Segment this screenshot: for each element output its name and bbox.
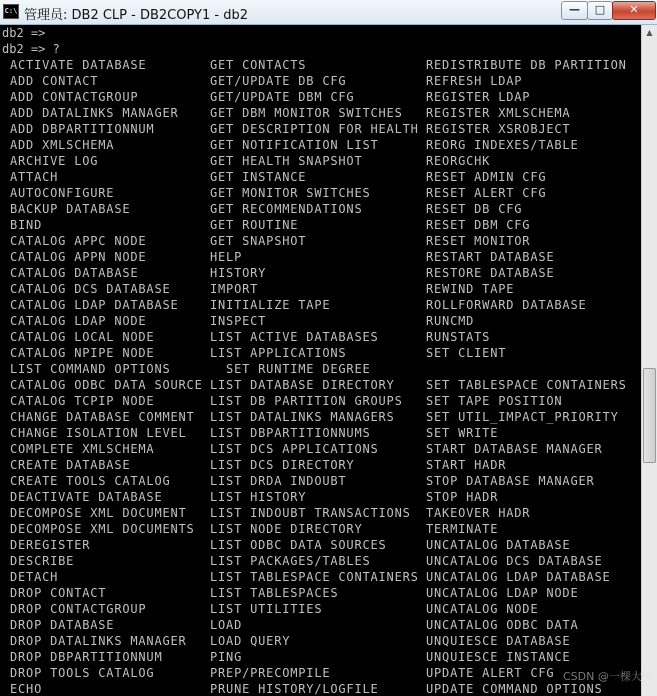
- command-name: UNCATALOG ODBC DATA: [426, 618, 579, 632]
- command-name: STOP DATABASE MANAGER: [426, 474, 595, 488]
- command-name: GET HEALTH SNAPSHOT: [210, 154, 363, 168]
- command-name: LIST APPLICATIONS: [210, 346, 347, 360]
- command-name: GET CONTACTS: [210, 58, 307, 72]
- command-row: [0, 409, 641, 425]
- command-name: LIST DCS APPLICATIONS: [210, 442, 379, 456]
- command-row: [0, 473, 641, 489]
- command-name: LIST ODBC DATA SOURCES: [210, 538, 387, 552]
- command-row: [0, 665, 641, 681]
- command-name: PING: [210, 650, 243, 664]
- command-name: RUNSTATS: [426, 330, 491, 344]
- command-name: UNCATALOG DATABASE: [426, 538, 571, 552]
- command-name: RUNCMD: [426, 314, 475, 328]
- command-name: CATALOG DATABASE: [10, 266, 139, 280]
- command-name: TERMINATE: [426, 522, 499, 536]
- command-name: CATALOG LDAP DATABASE: [10, 298, 179, 312]
- command-name: CATALOG APPC NODE: [10, 234, 147, 248]
- watermark: CSDN @一棵大树: [563, 670, 653, 683]
- command-name: ARCHIVE LOG: [10, 154, 99, 168]
- command-row: [0, 537, 641, 553]
- command-name: START HADR: [426, 458, 507, 472]
- command-name: UNCATALOG LDAP DATABASE: [426, 570, 611, 584]
- command-name: GET INSTANCE: [210, 170, 307, 184]
- command-name: INSPECT: [210, 314, 267, 328]
- command-name: LIST DCS DIRECTORY: [210, 458, 355, 472]
- prompt-line: db2 =>: [2, 26, 46, 40]
- command-name: RESET DBM CFG: [426, 218, 531, 232]
- command-row: [0, 153, 641, 169]
- prompt-line: db2 => ?: [2, 42, 60, 56]
- command-row: [0, 89, 641, 105]
- command-row: [0, 201, 641, 217]
- command-name: LIST INDOUBT TRANSACTIONS: [210, 506, 411, 520]
- command-name: GET ROUTINE: [210, 218, 299, 232]
- command-name: DROP DATALINKS MANAGER: [10, 634, 187, 648]
- command-name: RESET MONITOR: [426, 234, 531, 248]
- command-name: ADD DBPARTITIONNUM: [10, 122, 155, 136]
- command-name: CATALOG LDAP NODE: [10, 314, 147, 328]
- command-name: CHANGE ISOLATION LEVEL: [10, 426, 187, 440]
- minimize-button[interactable]: —: [561, 1, 588, 20]
- command-name: LOAD: [210, 618, 243, 632]
- command-name: SET CLIENT: [426, 346, 507, 360]
- command-row: [0, 681, 641, 696]
- vertical-scrollbar[interactable]: [641, 25, 657, 696]
- command-name: LIST DRDA INDOUBT: [210, 474, 347, 488]
- command-name: SET UTIL_IMPACT_PRIORITY: [426, 410, 619, 424]
- command-name: ADD DATALINKS MANAGER: [10, 106, 179, 120]
- command-name: RESTART DATABASE: [426, 250, 555, 264]
- command-name: LIST DATABASE DIRECTORY: [210, 378, 395, 392]
- command-row: [0, 297, 641, 313]
- command-name: TAKEOVER HADR: [426, 506, 531, 520]
- command-name: INITIALIZE TAPE: [210, 298, 331, 312]
- command-name: SET TAPE POSITION: [426, 394, 563, 408]
- command-name: CATALOG APPN NODE: [10, 250, 147, 264]
- command-row: [0, 521, 641, 537]
- command-name: LIST DBPARTITIONNUMS: [210, 426, 371, 440]
- command-name: LIST DATALINKS MANAGERS: [210, 410, 395, 424]
- command-name: CATALOG ODBC DATA SOURCE: [10, 378, 203, 392]
- command-row: [0, 57, 641, 73]
- command-name: SET WRITE: [426, 426, 499, 440]
- command-row: [0, 73, 641, 89]
- command-row: [0, 137, 641, 153]
- command-name: START DATABASE MANAGER: [426, 442, 603, 456]
- command-name: DROP CONTACT: [10, 586, 107, 600]
- command-name: LIST COMMAND OPTIONS: [10, 362, 171, 376]
- command-name: REGISTER LDAP: [426, 90, 531, 104]
- command-name: DEACTIVATE DATABASE: [10, 490, 163, 504]
- command-name: DECOMPOSE XML DOCUMENT: [10, 506, 187, 520]
- command-name: REORGCHK: [426, 154, 491, 168]
- command-name: REGISTER XMLSCHEMA: [426, 106, 571, 120]
- command-name: AUTOCONFIGURE: [10, 186, 115, 200]
- command-name: LIST HISTORY: [210, 490, 307, 504]
- command-name: REDISTRIBUTE DB PARTITION: [426, 58, 627, 72]
- command-row: [0, 505, 641, 521]
- command-name: DESCRIBE: [10, 554, 75, 568]
- command-name: DROP DBPARTITIONNUM: [10, 650, 163, 664]
- command-row: [0, 617, 641, 633]
- command-row: [0, 633, 641, 649]
- command-row: [0, 601, 641, 617]
- command-name: UNCATALOG DCS DATABASE: [426, 554, 603, 568]
- command-name: RESET DB CFG: [426, 202, 523, 216]
- command-name: UNCATALOG LDAP NODE: [426, 586, 579, 600]
- command-name: DROP CONTACTGROUP: [10, 602, 147, 616]
- command-row: [0, 249, 641, 265]
- command-row: [0, 185, 641, 201]
- command-row: [0, 425, 641, 441]
- command-name: REFRESH LDAP: [426, 74, 523, 88]
- command-name: IMPORT: [210, 282, 259, 296]
- command-row: [0, 361, 641, 377]
- command-name: CATALOG LOCAL NODE: [10, 330, 155, 344]
- command-name: RESTORE DATABASE: [426, 266, 555, 280]
- command-name: CATALOG TCPIP NODE: [10, 394, 155, 408]
- command-name: CATALOG NPIPE NODE: [10, 346, 155, 360]
- command-name: DECOMPOSE XML DOCUMENTS: [10, 522, 195, 536]
- command-name: DEREGISTER: [10, 538, 91, 552]
- command-name: ADD CONTACT: [10, 74, 99, 88]
- command-name: DROP DATABASE: [10, 618, 115, 632]
- command-row: [0, 393, 641, 409]
- command-name: CATALOG DCS DATABASE: [10, 282, 171, 296]
- title-bar[interactable]: [0, 0, 657, 25]
- command-name: LIST DB PARTITION GROUPS: [210, 394, 403, 408]
- command-name: ATTACH: [10, 170, 59, 184]
- command-row: [0, 553, 641, 569]
- command-row: [0, 233, 641, 249]
- command-name: UPDATE COMMAND OPTIONS: [426, 682, 603, 696]
- command-name: GET DBM MONITOR SWITCHES: [210, 106, 403, 120]
- command-name: ADD CONTACTGROUP: [10, 90, 139, 104]
- command-name: GET RECOMMENDATIONS: [210, 202, 363, 216]
- command-row: [0, 265, 641, 281]
- scroll-up-arrow-icon[interactable]: ▲: [646, 28, 653, 37]
- command-row: [0, 585, 641, 601]
- command-row: [0, 217, 641, 233]
- command-name: LIST TABLESPACES: [210, 586, 339, 600]
- command-name: RESET ALERT CFG: [426, 186, 547, 200]
- command-name: PRUNE HISTORY/LOGFILE: [210, 682, 379, 696]
- close-button[interactable]: ✕: [612, 1, 656, 20]
- command-name: GET MONITOR SWITCHES: [210, 186, 371, 200]
- command-name: GET NOTIFICATION LIST: [210, 138, 379, 152]
- command-name: GET/UPDATE DB CFG: [210, 74, 347, 88]
- command-name: BACKUP DATABASE: [10, 202, 131, 216]
- command-name: UNQUIESCE DATABASE: [426, 634, 571, 648]
- command-name: REGISTER XSROBJECT: [426, 122, 571, 136]
- command-name: UNCATALOG NODE: [426, 602, 539, 616]
- command-name: ACTIVATE DATABASE: [10, 58, 147, 72]
- console-app-icon[interactable]: C:\: [3, 4, 19, 19]
- command-name: ADD XMLSCHEMA: [10, 138, 115, 152]
- command-name: RESET ADMIN CFG: [426, 170, 547, 184]
- command-row: [0, 489, 641, 505]
- command-name: STOP HADR: [426, 490, 499, 504]
- command-row: [0, 457, 641, 473]
- window-title: 管理员: DB2 CLP - DB2COPY1 - db2: [24, 8, 248, 23]
- command-name: COMPLETE XMLSCHEMA: [10, 442, 155, 456]
- command-name: SET RUNTIME DEGREE: [210, 362, 371, 376]
- command-name: LOAD QUERY: [210, 634, 291, 648]
- command-name: DROP TOOLS CATALOG: [10, 666, 155, 680]
- command-row: [0, 377, 641, 393]
- command-name: LIST UTILITIES: [210, 602, 323, 616]
- command-row: [0, 569, 641, 585]
- maximize-button[interactable]: □: [587, 1, 613, 20]
- command-row: [0, 649, 641, 665]
- command-row: [0, 105, 641, 121]
- command-row: [0, 329, 641, 345]
- command-name: UPDATE ALERT CFG: [426, 666, 555, 680]
- command-row: [0, 313, 641, 329]
- command-name: PREP/PRECOMPILE: [210, 666, 331, 680]
- command-row: [0, 281, 641, 297]
- command-name: REWIND TAPE: [426, 282, 515, 296]
- command-name: CHANGE DATABASE COMMENT: [10, 410, 195, 424]
- command-name: CREATE TOOLS CATALOG: [10, 474, 171, 488]
- command-name: REORG INDEXES/TABLE: [426, 138, 579, 152]
- command-name: LIST NODE DIRECTORY: [210, 522, 363, 536]
- command-name: UNQUIESCE INSTANCE: [426, 650, 571, 664]
- command-row: [0, 169, 641, 185]
- command-row: [0, 441, 641, 457]
- command-list: [0, 57, 641, 696]
- command-name: GET/UPDATE DBM CFG: [210, 90, 355, 104]
- command-row: [0, 121, 641, 137]
- command-name: DETACH: [10, 570, 59, 584]
- command-name: LIST ACTIVE DATABASES: [210, 330, 379, 344]
- command-name: LIST PACKAGES/TABLES: [210, 554, 371, 568]
- command-name: CREATE DATABASE: [10, 458, 131, 472]
- command-name: HELP: [210, 250, 243, 264]
- command-name: BIND: [10, 218, 43, 232]
- command-name: ROLLFORWARD DATABASE: [426, 298, 587, 312]
- scrollbar-thumb[interactable]: [643, 368, 656, 463]
- command-name: GET DESCRIPTION FOR HEALTH: [210, 122, 419, 136]
- command-row: [0, 345, 641, 361]
- command-name: GET SNAPSHOT: [210, 234, 307, 248]
- command-name: LIST TABLESPACE CONTAINERS: [210, 570, 419, 584]
- command-name: HISTORY: [210, 266, 267, 280]
- command-name: SET TABLESPACE CONTAINERS: [426, 378, 627, 392]
- command-name: ECHO: [10, 682, 43, 696]
- console-output[interactable]: [0, 25, 641, 696]
